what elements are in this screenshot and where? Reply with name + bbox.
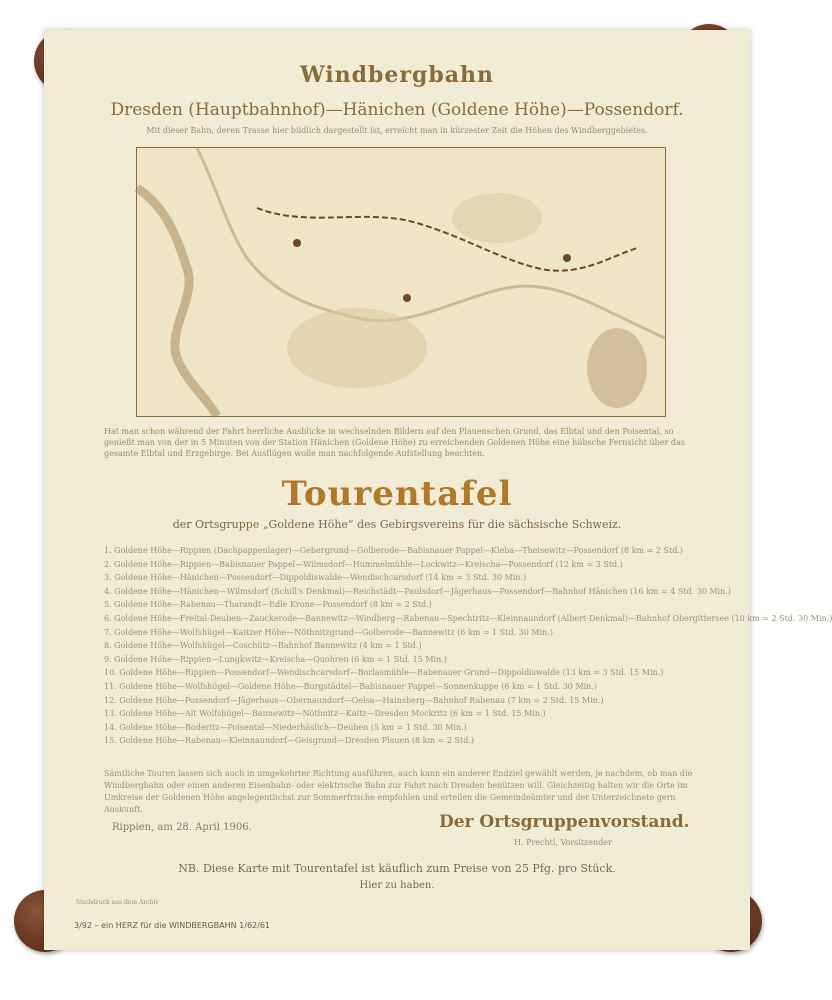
- reprint-stamp: 3/92 – ein HERZ für die WINDBERGBAHN 1/62/61: [74, 921, 271, 930]
- tour-list: [104, 544, 832, 748]
- poster-title: Windbergbahn: [299, 62, 495, 88]
- tour-item: 10. Goldene Höhe—Rippien—Possendorf—Wendischcarsdorf—Borlasmühle—Rabenauer Grund—Dippoldiswalde (13 km = 3 Std. 15 Min.): [104, 668, 664, 678]
- tour-item: 6. Goldene Höhe—Freital-Deuben—Zauckerode—Bannewitz—Windberg—Rabenau—Spechtritz—Kleinnaundorf (Albert-Denkmal)—Bahnhof Obergittersee (10 km = 2 Std. 30 Min.): [104, 613, 832, 623]
- town-marker: [563, 254, 571, 262]
- forest-area: [287, 308, 427, 388]
- tour-item: 4. Goldene Höhe—Hänichen—Wilmsdorf (Schill's Denkmal)—Reichstädt—Paulsdorf—Jägerhaus—Possendorf—Bahnhof Hänichen (16 km = 4 Std. 30 Min.): [104, 586, 732, 596]
- tour-item: 14. Goldene Höhe—Boderitz—Poisental—Niederhäslich—Deuben (5 km = 1 Std. 30 Min.): [104, 722, 467, 732]
- chairman-name: H. Prechtl, Vorsitzender: [514, 838, 612, 847]
- closing-paragraph: Sämtliche Touren lassen sich auch in umgekehrter Richtung ausführen, auch kann ein anderer Endziel gewählt werden, je nachdem, ob man die Windbergbahn oder einen anderen Eisenbahn- oder elektrische Bahn zur Fahrt nach Dresden benützen will. Gleichzeitig halten wir die Orte im Umkreise der Goldenen Höhe angelegentlichst zur Sommerfrische empfohlen und erteilen die Gemeindeämter und der Unterzeichnete gern Auskunft.: [104, 769, 693, 814]
- tour-item: 15. Goldene Höhe—Rabenau—Kleinnaundorf—Geisgrund—Dresden Plauen (8 km = 2 Std.): [104, 736, 475, 746]
- map-description: Hat man schon während der Fahrt herrliche Ausblicke in wechselnden Bildern auf den Plauenschen Grund, das Elbtal und den Poisental, so genießt man von der in 5 Minuten von der Station Hänichen (Goldene Höhe) zu erreichenden Goldenen Höhe eine hübsche Fernsicht über das gesamte Elbtal und Erzgebirge. Bei Ausflügen wolle man nachfolgende Aufstellung beachten.: [104, 427, 685, 458]
- map-illustration: [137, 148, 665, 416]
- tour-item: 9. Goldene Höhe—Rippien—Lungkwitz—Kreischa—Quohren (6 km = 1 Std. 15 Min.): [104, 654, 447, 664]
- forest-area: [452, 193, 542, 243]
- tour-item: 13. Goldene Höhe—Alt Wolfshügel—Bannewitz—Nöthnitz—Kaitz—Dresden Mockritz (6 km = 1 Std. 15 Min.): [104, 709, 546, 719]
- tour-item: 5. Goldene Höhe—Rabenau—Tharandt—Edle Krone—Possendorf (8 km = 2 Std.): [104, 600, 432, 610]
- poster-sheet: [44, 30, 832, 950]
- price-note: NB. Diese Karte mit Tourentafel ist käuflich zum Preise von 25 Pfg. pro Stück.: [178, 862, 616, 875]
- tour-table-heading: Tourentafel: [281, 474, 513, 514]
- intro-text: Mit dieser Bahn, deren Trasse hier bildlich dargestellt ist, erreicht man in kürzester Zeit die Höhen des Windberggebietes.: [146, 126, 648, 135]
- availability-note: Hier zu haben.: [359, 880, 435, 891]
- tour-item: 1. Goldene Höhe—Rippien (Dachpappenlager)—Gebergrund—Golberode—Babisnauer Pappel—Kleba—Theisewitz—Possendorf (8 km = 2 Std.): [104, 546, 683, 555]
- town-marker: [403, 294, 411, 302]
- committee-signature: Der Ortsgruppenvorstand.: [439, 812, 690, 832]
- route-map: [136, 147, 666, 417]
- town-marker: [293, 239, 301, 247]
- tour-item: 8. Goldene Höhe—Wolfshügel—Coschütz—Bahnhof Bannewitz (4 km = 1 Std.): [104, 641, 422, 651]
- tour-item: 11. Goldene Höhe—Wolfshügel—Goldene Höhe—Burgstädtel—Babisnauer Pappel—Sonnenkuppe (6 km = 1 Std. 30 Min.): [104, 681, 598, 691]
- printer-credit: Nachdruck aus dem Archiv: [76, 899, 159, 906]
- tour-item: 2. Goldene Höhe—Rippien—Babisnauer Pappel—Wilmsdorf—Hummelmühle—Lockwitz—Kreischa—Possendorf (12 km = 3 Std.): [104, 559, 623, 569]
- place-date: Rippien, am 28. April 1906.: [112, 822, 252, 833]
- forest-area: [587, 328, 647, 408]
- tour-table-subheading: der Ortsgruppe „Goldene Höhe“ des Gebirgsvereins für die sächsische Schweiz.: [172, 518, 622, 531]
- route-line: Dresden (Hauptbahnhof)—Hänichen (Goldene Höhe)—Possendorf.: [110, 100, 684, 120]
- tour-item: 7. Goldene Höhe—Wolfshügel—Kaitzer Höhe—Nöthnitzgrund—Golberode—Bannewitz (6 km = 1 Std. 30 Min.): [104, 627, 553, 637]
- tour-item: 12. Goldene Höhe—Possendorf—Jägerhaus—Obernaundorf—Oelsa—Hainsberg—Bahnhof Rabenau (7 km = 2 Std. 15 Min.): [104, 695, 604, 705]
- tour-item: 3. Goldene Höhe—Hänichen—Possendorf—Dippoldiswalde—Wendischcarsdorf (14 km = 3 Std. 30 Min.): [104, 573, 527, 583]
